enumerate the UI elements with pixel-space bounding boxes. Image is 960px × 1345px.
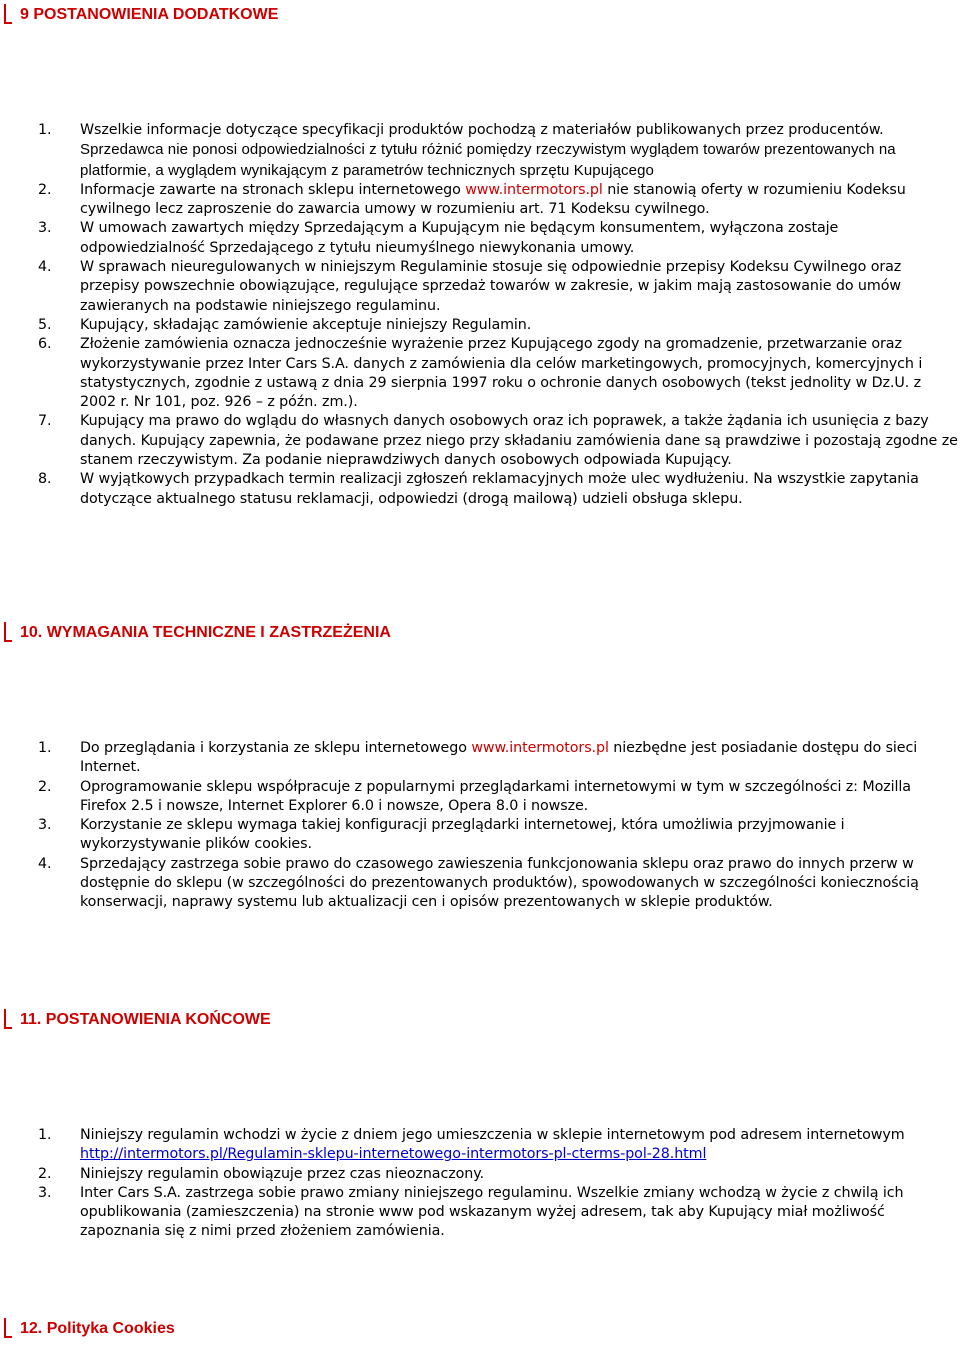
item-text: Wszelkie informacje dotyczące specyfikacji produktów pochodzą z materiałów publikowanych przez producentów. <box>80 122 884 138</box>
heading-marker-icon <box>4 1009 12 1029</box>
section-list-11 <box>38 1126 958 1242</box>
list-item: 2. Oprogramowanie sklepu współpracuje z popularnymi przeglądarkami internetowymi w tym w szczególności z: Mozilla Firefox 2.5 i nowsze, Internet Explorer 6.0 i nowsze, Opera 8.0 i nowsze. <box>38 778 911 814</box>
item-text: Korzystanie ze sklepu wymaga takiej konfiguracji przeglądarki internetowej, która umożliwia przyjmowanie i wykorzystywanie plików cookies. <box>80 817 845 853</box>
list-item: 1. Wszelkie informacje dotyczące specyfikacji produktów pochodzą z materiałów publikowanych przez producentów. Sprzedawca nie ponosi odpowiedzialności z tytułu różnić pomiędzy rzeczywistym wyglądem towarów prezentowanych na platformie, a wyglądem wynikającym z parametrów technicznych sprzętu Kupującego <box>38 122 896 179</box>
section-title: 10. WYMAGANIA TECHNICZNE I ZASTRZEŻENIA <box>20 624 391 641</box>
item-text: Kupujący ma prawo do wglądu do własnych danych osobowych oraz ich poprawek, a także żądania ich usunięcia z bazy danych. Kupujący zapewnia, że podawane przez niego przy składaniu zamówienia dane są prawdziwe i pozostają zgodne ze stanem rzeczywistym. Za podanie nieprawdziwych danych osobowych odpowiada Kupujący. <box>80 413 958 469</box>
item-text: W umowach zawartych między Sprzedającym a Kupującym nie będącym konsumentem, wyłączona zostaje odpowiedzialność Sprzedającego z tytułu nieumyślnego niewykonania umowy. <box>80 220 839 256</box>
item-text: W sprawach nieuregulowanych w niniejszym Regulaminie stosuje się odpowiednie przepisy Kodeksu Cywilnego oraz przepisy powszechnie obowiązujące, regulujące sprzedaż towarów w zakresie, w jakim mają zastosowanie do umów zawieranych na podstawie niniejszego regulaminu. <box>80 259 902 314</box>
list-item: 7. Kupujący ma prawo do wglądu do własnych danych osobowych oraz ich poprawek, a także żądania ich usunięcia z bazy danych. Kupujący zapewnia, że podawane przez niego przy składaniu zamówienia dane są prawdziwe i pozostają zgodne ze stanem rzeczywistym. Za podanie nieprawdziwych danych osobowych odpowiada Kupujący. <box>38 413 958 469</box>
item-text: W wyjątkowych przypadkach termin realizacji zgłoszeń reklamacyjnych może ulec wydłużeniu. Na wszystkie zapytania dotyczące aktualnego statusu reklamacji, odpowiedzi (drogą mailową) udzieli obsługa sklepu. <box>80 471 919 507</box>
section-title: 11. POSTANOWIENIA KOŃCOWE <box>20 1011 271 1028</box>
intermotors-link[interactable]: www.intermotors.pl <box>465 181 603 198</box>
intermotors-link[interactable]: www.intermotors.pl <box>471 740 609 756</box>
section-heading-11 <box>0 1009 271 1029</box>
section-heading-12 <box>0 1318 175 1338</box>
heading-marker-icon <box>4 1318 12 1338</box>
item-text: Inter Cars S.A. zastrzega sobie prawo zmiany niniejszego regulaminu. Wszelkie zmiany wchodzą w życie z chwilą ich opublikowania (zamieszczenia) na stronie www pod wskazanym wyżej adresem, tak aby Kupujący miał możliwość zapoznania się z nimi przed złożeniem zamówienia. <box>80 1184 904 1240</box>
item-text: Niniejszy regulamin wchodzi w życie z dniem jego umieszczenia w sklepie internetowym pod adresem internetowym <box>80 1127 905 1143</box>
list-item: 6. Złożenie zamówienia oznacza jednocześnie wyrażenie przez Kupującego zgody na gromadzenie, przetwarzanie oraz wykorzystywanie przez Inter Cars S.A. danych z zamówienia dla celów marketingowych, promocyjnych, komercyjnych i statystycznych, zgodnie z ustawą z dnia 29 sierpnia 1997 roku o ochronie danych osobowych (tekst jednolity w Dz.U. z 2002 r. Nr 101, poz. 926 – z późn. zm.). <box>38 336 923 411</box>
list-item: 2. Niniejszy regulamin obowiązuje przez czas nieoznaczony. <box>38 1165 484 1182</box>
section-list-10 <box>38 739 958 913</box>
item-text: Kupujący, składając zamówienie akceptuje niniejszy Regulamin. <box>80 316 532 333</box>
list-item: 1. Niniejszy regulamin wchodzi w życie z dniem jego umieszczenia w sklepie internetowym pod adresem internetowym http://intermotors.pl/Regulamin-sklepu-internetowego-intermotors-pl-cterms-pol-28.html <box>38 1127 905 1163</box>
regulamin-url-link[interactable]: http://intermotors.pl/Regulamin-sklepu-internetowego-intermotors-pl-cterms-pol-28.html <box>80 1146 707 1163</box>
item-text-continued: niezbędne jest posiadanie dostępu do sieci Internet. <box>80 740 918 776</box>
list-item: 4. W sprawach nieuregulowanych w niniejszym Regulaminie stosuje się odpowiednie przepisy Kodeksu Cywilnego oraz przepisy powszechnie obowiązujące, regulujące sprzedaż towarów w zakresie, w jakim mają zastosowanie do umów zawieranych na podstawie niniejszego regulaminu. <box>38 259 902 314</box>
item-text-continued: nie stanowią oferty w rozumieniu Kodeksu cywilnego lecz zaproszenie do zawarcia umowy w rozumieniu art. 71 Kodeksu cywilnego. <box>80 181 906 218</box>
item-text: Niniejszy regulamin obowiązuje przez czas nieoznaczony. <box>80 1165 484 1182</box>
list-item: 3. Inter Cars S.A. zastrzega sobie prawo zmiany niniejszego regulaminu. Wszelkie zmiany wchodzą w życie z chwilą ich opublikowania (zamieszczenia) na stronie www pod wskazanym wyżej adresem, tak aby Kupujący miał możliwość zapoznania się z nimi przed złożeniem zamówienia. <box>38 1184 904 1240</box>
list-item: 3. W umowach zawartych między Sprzedającym a Kupującym nie będącym konsumentem, wyłączona zostaje odpowiedzialność Sprzedającego z tytułu nieumyślnego niewykonania umowy. <box>38 220 839 256</box>
list-item: 3. Korzystanie ze sklepu wymaga takiej konfiguracji przeglądarki internetowej, która umożliwia przyjmowanie i wykorzystywanie plików cookies. <box>38 817 845 853</box>
list-item: 8. W wyjątkowych przypadkach termin realizacji zgłoszeń reklamacyjnych może ulec wydłużeniu. Na wszystkie zapytania dotyczące aktualnego statusu reklamacji, odpowiedzi (drogą mailową) udzieli obsługa sklepu. <box>38 471 919 507</box>
section-list-9 <box>38 121 958 509</box>
item-text-continued: Sprzedawca nie ponosi odpowiedzialności z tytułu różnić pomiędzy rzeczywistym wyglądem towarów prezentowanych na platformie, a wyglądem wynikającym z parametrów technicznych sprzętu Kupującego <box>80 141 896 179</box>
list-item: 2. Informacje zawarte na stronach sklepu internetowego www.intermotors.pl nie stanowią oferty w rozumieniu Kodeksu cywilnego lecz zaproszenie do zawarcia umowy w rozumieniu art. 71 Kodeksu cywilnego. <box>38 181 906 218</box>
section-heading-9 <box>0 4 278 24</box>
item-text: Sprzedający zastrzega sobie prawo do czasowego zawieszenia funkcjonowania sklepu oraz prawo do innych przerw w dostępnie do sklepu (w szczególności do prezentowanych produktów), spowodowanych w szczególności koniecznością konserwacji, naprawy systemu lub aktualizacji cen i opisów prezentowanych w sklepie produktów. <box>80 855 919 911</box>
item-text: Informacje zawarte na stronach sklepu internetowego <box>80 181 466 198</box>
item-text: Do przeglądania i korzystania ze sklepu internetowego <box>80 740 472 756</box>
section-heading-10 <box>0 622 391 642</box>
heading-marker-icon <box>4 622 12 642</box>
heading-marker-icon <box>4 4 12 24</box>
list-item: 4. Sprzedający zastrzega sobie prawo do czasowego zawieszenia funkcjonowania sklepu oraz prawo do innych przerw w dostępnie do sklepu (w szczególności do prezentowanych produktów), spowodowanych w szczególności koniecznością konserwacji, naprawy systemu lub aktualizacji cen i opisów prezentowanych w sklepie produktów. <box>38 855 919 911</box>
item-text: Złożenie zamówienia oznacza jednocześnie wyrażenie przez Kupującego zgody na gromadzenie, przetwarzanie oraz wykorzystywanie przez Inter Cars S.A. danych z zamówienia dla celów marketingowych, promocyjnych, komercyjnych i statystycznych, zgodnie z ustawą z dnia 29 sierpnia 1997 roku o ochronie danych osobowych (tekst jednolity w Dz.U. z 2002 r. Nr 101, poz. 926 – z późn. zm.). <box>80 336 923 411</box>
section-title: 9 POSTANOWIENIA DODATKOWE <box>20 6 279 23</box>
list-item: 5. Kupujący, składając zamówienie akceptuje niniejszy Regulamin. <box>38 316 532 333</box>
item-text: Oprogramowanie sklepu współpracuje z popularnymi przeglądarkami internetowymi w tym w szczególności z: Mozilla Firefox 2.5 i nowsze, Internet Explorer 6.0 i nowsze, Opera 8.0 i nowsze. <box>80 778 911 814</box>
section-title: 12. Polityka Cookies <box>20 1320 175 1337</box>
list-item: 1. Do przeglądania i korzystania ze sklepu internetowego www.intermotors.pl niezbędne jest posiadanie dostępu do sieci Internet. <box>38 740 918 776</box>
